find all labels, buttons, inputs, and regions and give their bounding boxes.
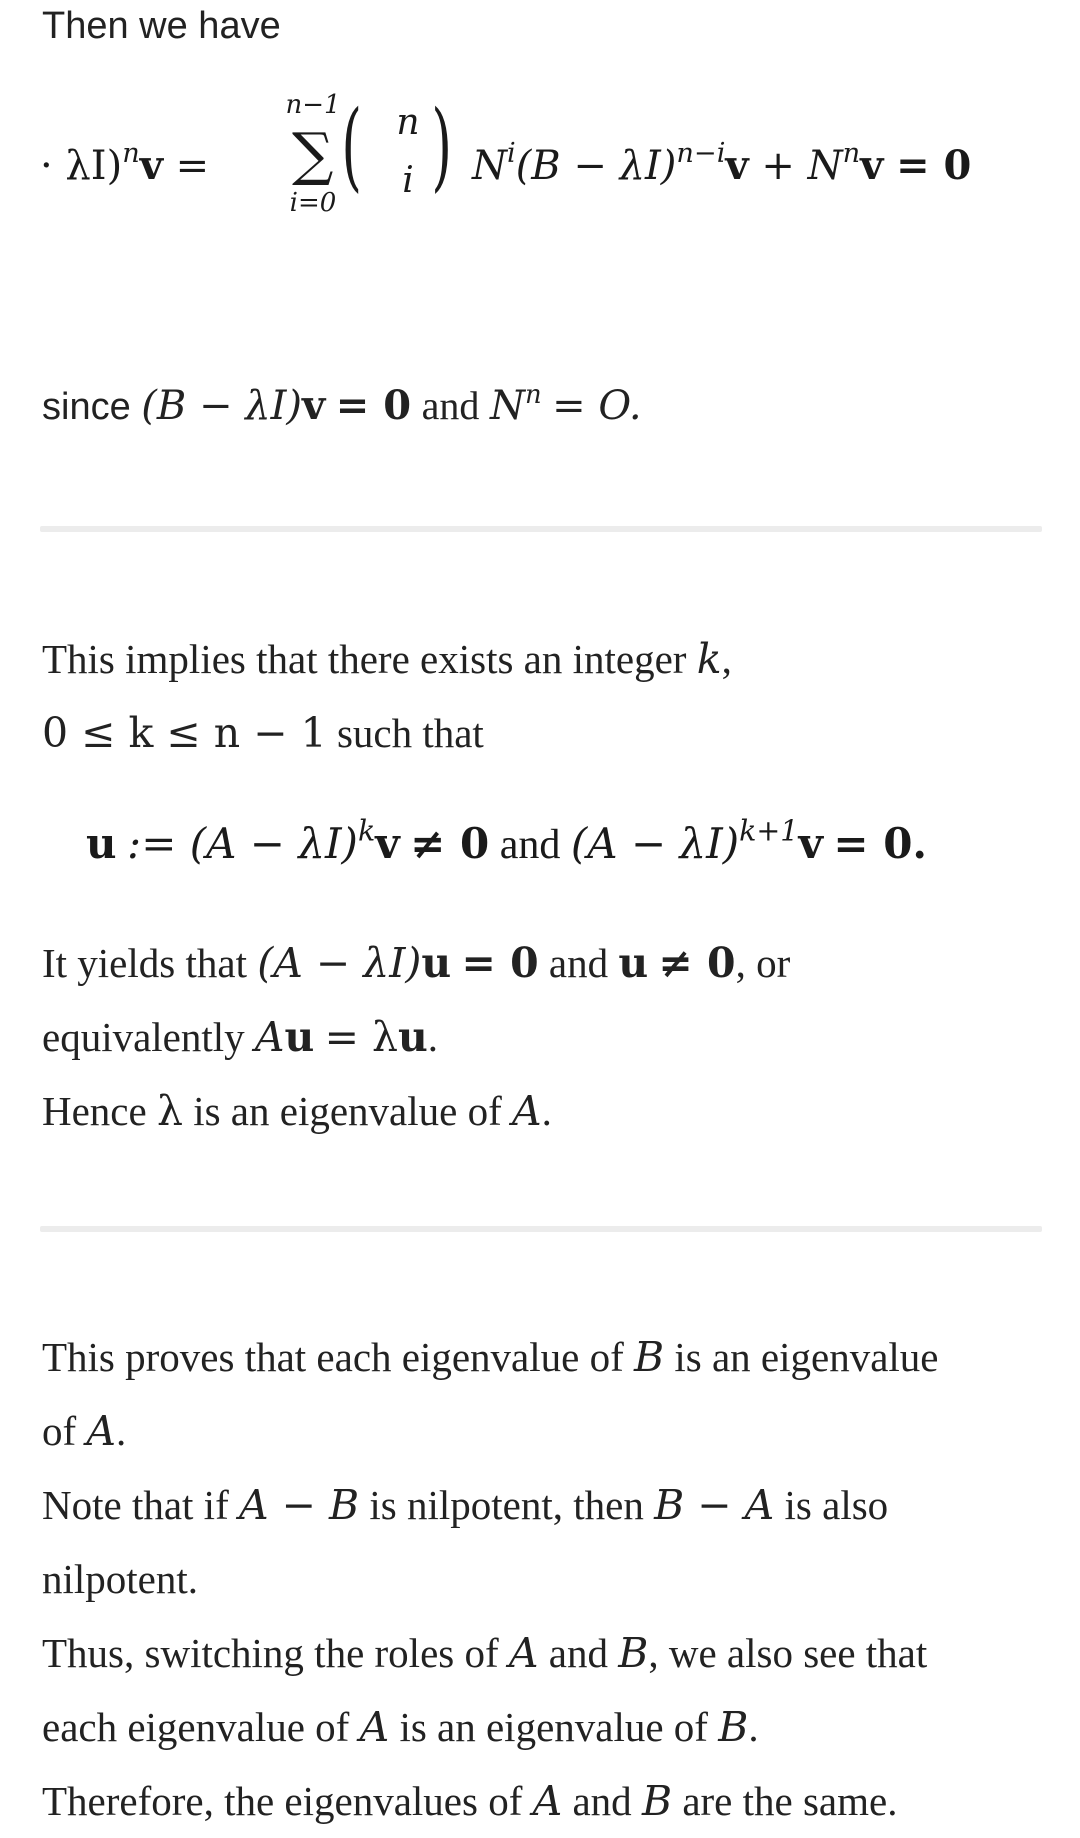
para4-line3: Note that if A − B is nilpotent, then B − A is also xyxy=(42,1481,889,1529)
sum-upper-limit: n−1 xyxy=(285,90,341,120)
para2-line1: This implies that there exists an integer k, xyxy=(42,635,732,683)
display-equation-1 xyxy=(40,90,1040,260)
intro-text: Then we have xyxy=(42,5,281,47)
binom-top: n xyxy=(396,102,420,143)
section-divider xyxy=(40,526,1042,532)
para4-line1: This proves that each eigenvalue of B is an eigenvalue xyxy=(42,1333,939,1381)
display-equation-2: u := $(A - \lambda I)^kv \ne 0$ and $(A - \lambda I)^{k+1}v = 0$. xyxy=(86,813,928,868)
paragraph-integer-k xyxy=(42,622,1040,770)
sum-symbol: ∑ xyxy=(292,120,334,188)
para4-line5: Thus, switching the roles of A and B, we also see that xyxy=(42,1629,928,1677)
para2-line2: 0 ≤ k ≤ n − 1 such that xyxy=(42,709,484,757)
since-line: since (B − λI)v = 0 and $N^n = O$. xyxy=(42,379,642,429)
paragraph-conclusion xyxy=(42,1320,1040,1838)
para4-line7: Therefore, the eigenvalues of A and B are the same. xyxy=(42,1777,898,1825)
para4-line4: nilpotent. xyxy=(42,1556,199,1602)
binom-left-paren: ( xyxy=(341,90,363,202)
eq1-lhs: · λI)$^n$v = xyxy=(40,138,210,189)
eq1-rhs: $N^i(B - \lambda I)^{n-i}v + N^nv = 0$ xyxy=(472,138,972,189)
para4-line2: of A. xyxy=(42,1407,127,1455)
binom-right-paren: ) xyxy=(431,90,453,202)
para3-line1: It yields that (A − λI)u = 0 and u ≠ 0, or xyxy=(42,939,791,987)
paragraph-eigenvalue-lambda xyxy=(42,926,1040,1148)
section-divider xyxy=(40,1226,1042,1232)
binom-bottom: i xyxy=(402,160,414,201)
para3-line2: equivalently Au = λu. xyxy=(42,1013,439,1061)
para3-line3: Hence λ is an eigenvalue of A. xyxy=(42,1087,552,1135)
para4-line6: each eigenvalue of A is an eigenvalue of B. xyxy=(42,1703,759,1751)
sum-lower-limit: i=0 xyxy=(289,188,337,218)
